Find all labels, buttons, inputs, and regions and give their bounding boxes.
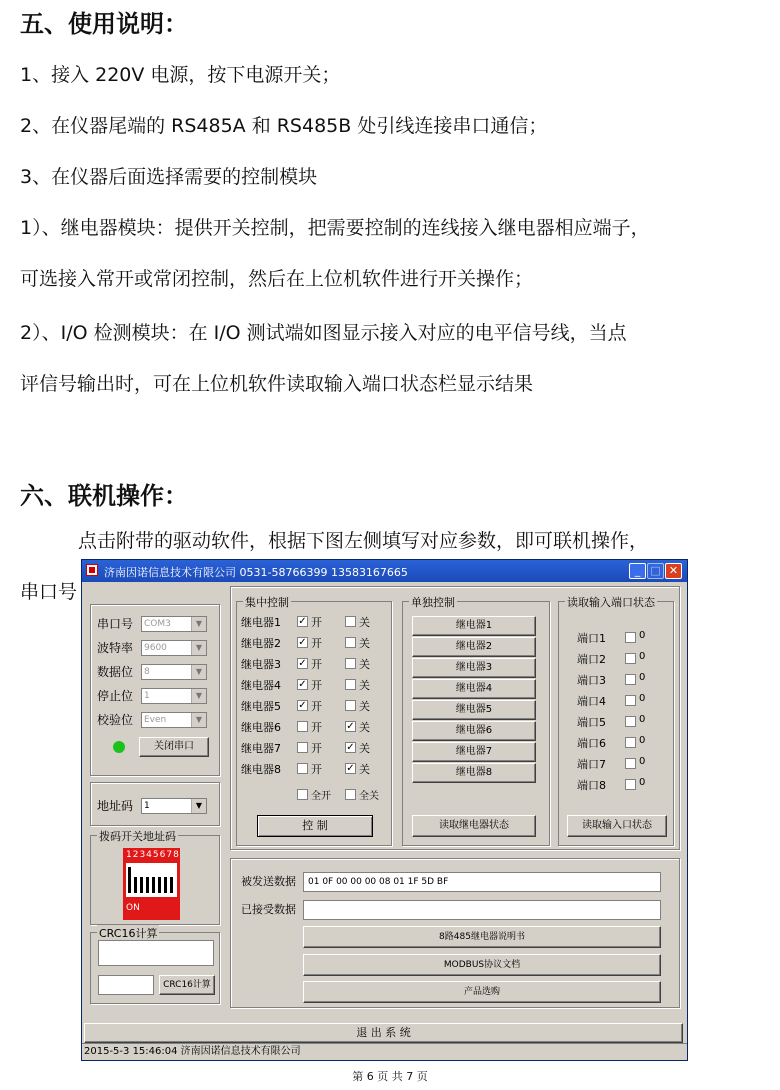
baud-select[interactable]	[141, 640, 207, 656]
dip-switch-2[interactable]	[134, 877, 137, 893]
address-label: 地址码	[97, 799, 134, 813]
relay-button[interactable]: 继电器7	[412, 742, 536, 762]
window-title: 济南因诺信息技术有限公司 0531-58766399 13583167665	[104, 566, 408, 579]
port-checkbox	[625, 779, 636, 790]
relay-on-checkbox[interactable]: ✓	[298, 700, 307, 711]
read-relay-status-button[interactable]: 读取继电器状态	[412, 815, 536, 837]
single-control-caption: 单独控制	[411, 596, 455, 609]
step-2: 2、在仪器尾端的 RS485A 和 RS485B 处引线连接串口通信；	[20, 115, 548, 137]
parity-select[interactable]	[141, 712, 207, 728]
central-control-group	[236, 596, 392, 846]
relay-button[interactable]: 继电器1	[412, 616, 536, 636]
port-value: 0	[639, 735, 646, 746]
received-data-field[interactable]	[303, 900, 661, 920]
relay-label: 继电器7	[241, 742, 281, 755]
relay-on-checkbox[interactable]	[297, 721, 308, 732]
relay-off-checkbox[interactable]	[345, 616, 356, 627]
relay-on-checkbox[interactable]	[297, 763, 308, 774]
port-checkbox	[625, 695, 636, 706]
control-button[interactable]: 控 制	[257, 815, 373, 837]
baud-label: 波特率	[97, 641, 134, 655]
relay-on-checkbox[interactable]: ✓	[298, 616, 307, 627]
port-label: 端口8	[577, 779, 606, 792]
relay-off-label: 关	[359, 679, 370, 692]
data-panel	[230, 858, 680, 1008]
step-1: 1、接入 220V 电源，按下电源开关；	[20, 64, 341, 86]
dip-switch-caption: 拨码开关地址码	[99, 830, 176, 843]
dip-on-label: ON	[126, 903, 140, 913]
stop-bits-value: 1	[144, 691, 150, 701]
relay-off-checkbox[interactable]	[345, 637, 356, 648]
relay-button[interactable]: 继电器2	[412, 637, 536, 657]
relay-off-label: 关	[359, 616, 370, 629]
chevron-down-icon: ▼	[191, 689, 206, 703]
port-value: 0	[639, 630, 646, 641]
received-data-label: 已接受数据	[241, 903, 296, 916]
relay-off-label: 关	[359, 721, 370, 734]
relay-on-label: 开	[311, 763, 322, 776]
sent-data-field[interactable]: 01 0F 00 00 00 08 01 1F 5D BF	[303, 872, 661, 892]
port-label: 端口4	[577, 695, 606, 708]
dip-switch-slots	[126, 863, 177, 897]
app-window	[81, 559, 688, 1061]
dip-switch-group	[90, 830, 220, 925]
port-value: 0	[639, 651, 646, 662]
port-label: 端口2	[577, 653, 606, 666]
port-value: 0	[639, 777, 646, 788]
port-checkbox	[625, 632, 636, 643]
online-intro: 点击附带的驱动软件，根据下图左侧填写对应参数，即可联机操作，	[78, 530, 649, 552]
relay-off-label: 关	[359, 700, 370, 713]
chevron-down-icon: ▼	[191, 617, 206, 631]
data-bits-value: 8	[144, 667, 150, 677]
all-on-label: 全开	[311, 791, 331, 802]
dip-switch-block	[123, 848, 180, 920]
relay-label: 继电器8	[241, 763, 281, 776]
crc16-caption: CRC16计算	[99, 927, 158, 940]
port-label: 端口1	[577, 632, 606, 645]
minimize-button[interactable]: _	[629, 563, 646, 579]
port-value: 0	[639, 756, 646, 767]
port-label: 串口号	[97, 617, 134, 631]
chevron-down-icon: ▼	[191, 799, 206, 813]
relay-label: 继电器6	[241, 721, 281, 734]
port-checkbox	[625, 653, 636, 664]
port-label: 端口5	[577, 716, 606, 729]
crc16-group	[90, 927, 220, 1004]
relay-off-label: 关	[359, 742, 370, 755]
relay-on-checkbox[interactable]: ✓	[298, 679, 307, 690]
port-label: 端口3	[577, 674, 606, 687]
input-status-group	[558, 596, 674, 846]
relay-label: 继电器4	[241, 679, 281, 692]
relay-button[interactable]: 继电器3	[412, 658, 536, 678]
relay-on-checkbox[interactable]: ✓	[298, 637, 307, 648]
relay-button[interactable]: 继电器6	[412, 721, 536, 741]
relay-on-checkbox[interactable]: ✓	[298, 658, 307, 669]
single-control-group	[402, 596, 550, 846]
port-checkbox	[625, 758, 636, 769]
relay-off-label: 关	[359, 658, 370, 671]
relay-module-line-2: 可选接入常开或常闭控制，然后在上位机软件进行开关操作；	[20, 268, 534, 290]
close-port-button[interactable]: 关闭串口	[139, 737, 209, 757]
modbus-doc-button[interactable]: MODBUS协议文档	[303, 954, 661, 976]
chevron-down-icon: ▼	[191, 641, 206, 655]
port-checkbox	[625, 716, 636, 727]
relay-module-line-1: 1）、继电器模块：提供开关控制，把需要控制的连线接入继电器相应端子，	[20, 217, 650, 239]
relay-on-label: 开	[311, 637, 322, 650]
manual-button[interactable]: 8路485继电器说明书	[303, 926, 661, 948]
relay-off-checkbox[interactable]: ✓	[346, 742, 355, 753]
relay-on-label: 开	[311, 721, 322, 734]
page-footer: 第 6 页 共 7 页	[352, 1070, 428, 1083]
relay-label: 继电器1	[241, 616, 281, 629]
relay-off-label: 关	[359, 763, 370, 776]
port-value: COM3	[144, 619, 171, 629]
relay-on-label: 开	[311, 679, 322, 692]
connection-status-icon	[113, 741, 125, 753]
dip-switch-7[interactable]	[164, 877, 167, 893]
relay-off-checkbox[interactable]	[345, 658, 356, 669]
crc16-button[interactable]: CRC16计算	[159, 975, 215, 995]
port-label: 端口7	[577, 758, 606, 771]
all-off-checkbox[interactable]	[345, 789, 356, 800]
crc16-input[interactable]	[98, 940, 214, 966]
serial-settings-panel	[90, 604, 220, 776]
baud-value: 9600	[144, 643, 167, 653]
app-icon	[86, 564, 98, 576]
port-value: 0	[639, 672, 646, 683]
port-checkbox	[625, 737, 636, 748]
relay-off-checkbox[interactable]: ✓	[346, 763, 355, 774]
dip-switch-8[interactable]	[170, 877, 173, 893]
relay-label: 继电器5	[241, 700, 281, 713]
purchase-button[interactable]: 产品选购	[303, 981, 661, 1003]
stop-bits-select[interactable]	[141, 688, 207, 704]
relay-off-checkbox[interactable]: ✓	[346, 721, 355, 732]
address-select[interactable]	[141, 798, 207, 814]
dip-switch-4[interactable]	[146, 877, 149, 893]
step-3: 3、在仪器后面选择需要的控制模块	[20, 166, 318, 188]
status-bar	[82, 1043, 687, 1060]
relay-button[interactable]: 继电器8	[412, 763, 536, 783]
dip-switch-3[interactable]	[140, 877, 143, 893]
relay-on-label: 开	[311, 658, 322, 671]
all-off-label: 全关	[359, 791, 379, 802]
relay-off-checkbox[interactable]	[345, 679, 356, 690]
io-module-line-2: 评信号输出时，可在上位机软件读取输入端口状态栏显示结果	[20, 373, 534, 395]
relay-button[interactable]: 继电器4	[412, 679, 536, 699]
relay-on-label: 开	[311, 700, 322, 713]
relay-on-checkbox[interactable]	[297, 742, 308, 753]
exit-button[interactable]: 退 出 系 统	[84, 1023, 683, 1043]
title-bar	[82, 560, 687, 582]
dip-switch-6[interactable]	[158, 877, 161, 893]
parity-label: 校验位	[97, 713, 134, 727]
dip-switch-5[interactable]	[152, 877, 155, 893]
chevron-down-icon: ▼	[191, 665, 206, 679]
chevron-down-icon: ▼	[191, 713, 206, 727]
sent-data-label: 被发送数据	[241, 875, 296, 888]
data-bits-select[interactable]	[141, 664, 207, 680]
relay-off-checkbox[interactable]	[345, 700, 356, 711]
close-button[interactable]: ✕	[665, 563, 682, 579]
relay-button[interactable]: 继电器5	[412, 700, 536, 720]
central-control-caption: 集中控制	[245, 596, 289, 609]
crc16-result[interactable]	[98, 975, 154, 995]
port-value: 0	[639, 693, 646, 704]
read-input-status-button[interactable]: 读取输入口状态	[567, 815, 667, 837]
port-label: 端口6	[577, 737, 606, 750]
relay-on-label: 开	[311, 742, 322, 755]
maximize-button[interactable]: □	[647, 563, 664, 579]
section-heading-usage: 五、使用说明：	[20, 10, 188, 38]
port-checkbox	[625, 674, 636, 685]
all-on-checkbox[interactable]	[297, 789, 308, 800]
parity-value: Even	[144, 715, 167, 725]
address-panel	[90, 782, 220, 826]
data-bits-label: 数据位	[97, 665, 134, 679]
relay-label: 继电器3	[241, 658, 281, 671]
relay-label: 继电器2	[241, 637, 281, 650]
address-value: 1	[144, 801, 150, 811]
port-select[interactable]	[141, 616, 207, 632]
stop-bits-label: 停止位	[97, 689, 134, 703]
dip-switch-numbers: 12345678	[126, 850, 180, 860]
status-text: 2015-5-3 15:46:04 济南因诺信息技术有限公司	[84, 1046, 301, 1057]
relay-on-label: 开	[311, 616, 322, 629]
input-status-caption: 读取输入端口状态	[567, 596, 655, 609]
section-heading-online: 六、联机操作：	[20, 482, 188, 510]
io-module-line-1: 2）、I/O 检测模块：在 I/O 测试端如图显示接入对应的电平信号线，当点	[20, 322, 627, 344]
dip-switch-1[interactable]	[128, 867, 131, 893]
serial-prefix: 串口号	[20, 581, 78, 603]
port-value: 0	[639, 714, 646, 725]
relay-off-label: 关	[359, 637, 370, 650]
